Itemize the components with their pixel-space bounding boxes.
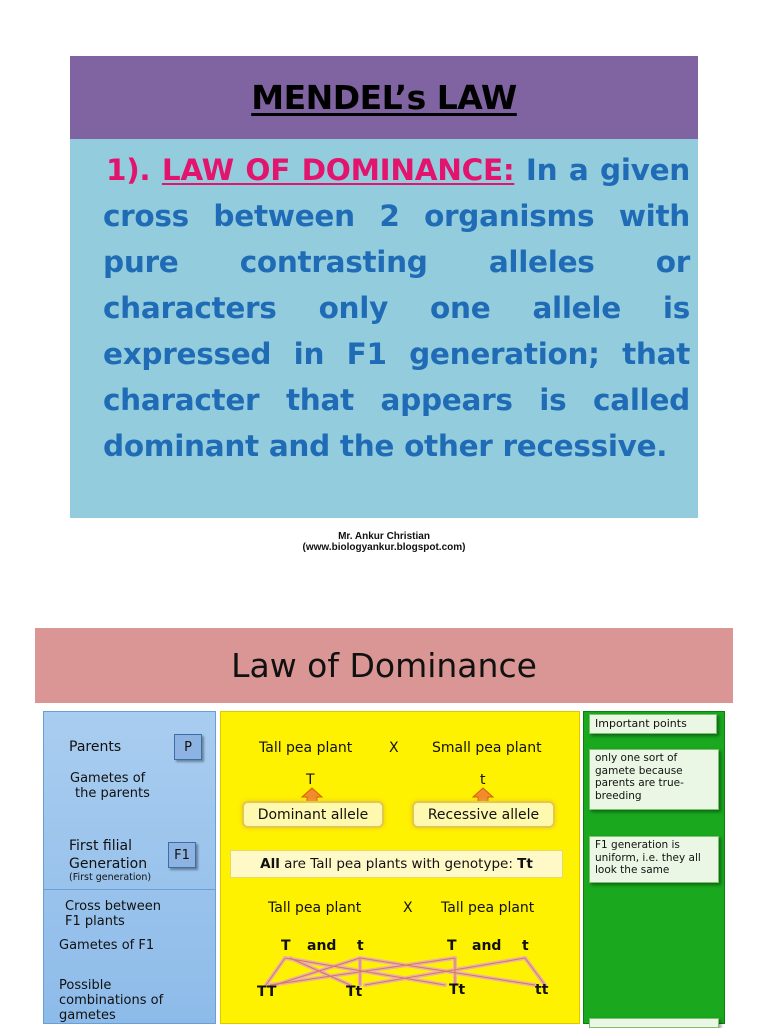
label-possible-3: gametes bbox=[59, 1008, 116, 1023]
label-first-filial-2: Generation bbox=[69, 856, 148, 872]
law-number: 1). bbox=[106, 153, 151, 187]
label-possible-1: Possible bbox=[59, 978, 112, 993]
credit-site: (www.biologyankur.blogspot.com) bbox=[302, 542, 466, 553]
important-points-header: Important points bbox=[589, 714, 717, 734]
label-cross-1: Cross between bbox=[65, 899, 161, 914]
combo-tt: tt bbox=[535, 982, 549, 998]
f1-gamete-right-T: T bbox=[447, 938, 457, 954]
label-gametes-parents-1: Gametes of bbox=[70, 771, 146, 786]
f1-result-genotype: Tt bbox=[517, 856, 533, 872]
label-parents: Parents bbox=[69, 739, 122, 755]
f1-gamete-left-T: T bbox=[281, 938, 291, 954]
f1-tall-right-label: Tall pea plant bbox=[441, 900, 535, 916]
label-gametes-f1: Gametes of F1 bbox=[59, 938, 155, 953]
label-first-generation: (First generation) bbox=[69, 872, 152, 883]
slide1-title-bar bbox=[70, 56, 698, 139]
f1-badge: F1 bbox=[168, 842, 196, 868]
f1-result-all: All bbox=[260, 856, 280, 872]
recessive-allele-box: Recessive allele bbox=[412, 801, 555, 828]
slide1-body bbox=[70, 139, 698, 518]
law-body: In a given cross between 2 organisms with pure contrasting alleles or characters only one allele is expressed in F1 generation; that character that appears is called dominant and the other recessive. bbox=[103, 153, 690, 463]
f1-and-right: and bbox=[472, 938, 502, 954]
f1-gamete-right-t: t bbox=[522, 938, 529, 954]
cross-symbol-parents: X bbox=[389, 740, 399, 756]
f1-gamete-left-t: t bbox=[357, 938, 364, 954]
dominant-allele-box: Dominant allele bbox=[242, 801, 384, 828]
f1-and-left: and bbox=[307, 938, 337, 954]
label-gametes-parents-2: the parents bbox=[75, 786, 150, 801]
gamete-recessive: t bbox=[480, 772, 486, 788]
author-credit bbox=[200, 531, 568, 553]
f1-result-text: are Tall pea plants with genotype: bbox=[279, 856, 518, 872]
f1-tall-left-label: Tall pea plant bbox=[268, 900, 362, 916]
law-name: LAW OF DOMINANCE: bbox=[161, 153, 515, 187]
parents-badge: P bbox=[174, 734, 202, 760]
credit-name: Mr. Ankur Christian bbox=[338, 531, 430, 542]
gamete-dominant: T bbox=[306, 772, 315, 788]
slide2-title: Law of Dominance bbox=[231, 646, 537, 685]
slide2-title-bar bbox=[35, 628, 733, 703]
parent-tall-label: Tall pea plant bbox=[259, 740, 353, 756]
combo-Tt-1: Tt bbox=[346, 984, 363, 1000]
important-point-2: F1 generation is uniform, i.e. they all look the same bbox=[589, 836, 719, 883]
f1-result-box bbox=[230, 850, 563, 878]
label-first-filial-1: First filial bbox=[69, 838, 132, 854]
important-point-1: only one sort of gamete because parents are true-breeding bbox=[589, 749, 719, 810]
label-cross-2: F1 plants bbox=[65, 914, 125, 929]
label-possible-2: combinations of bbox=[59, 993, 164, 1008]
combo-Tt-2: Tt bbox=[449, 982, 466, 998]
cross-symbol-f1: X bbox=[403, 900, 413, 916]
slide1-title: MENDEL’s LAW bbox=[251, 78, 517, 117]
parent-small-label: Small pea plant bbox=[432, 740, 542, 756]
law-definition bbox=[103, 147, 690, 469]
important-point-3-partial bbox=[589, 1018, 719, 1028]
combo-TT: TT bbox=[257, 984, 277, 1000]
